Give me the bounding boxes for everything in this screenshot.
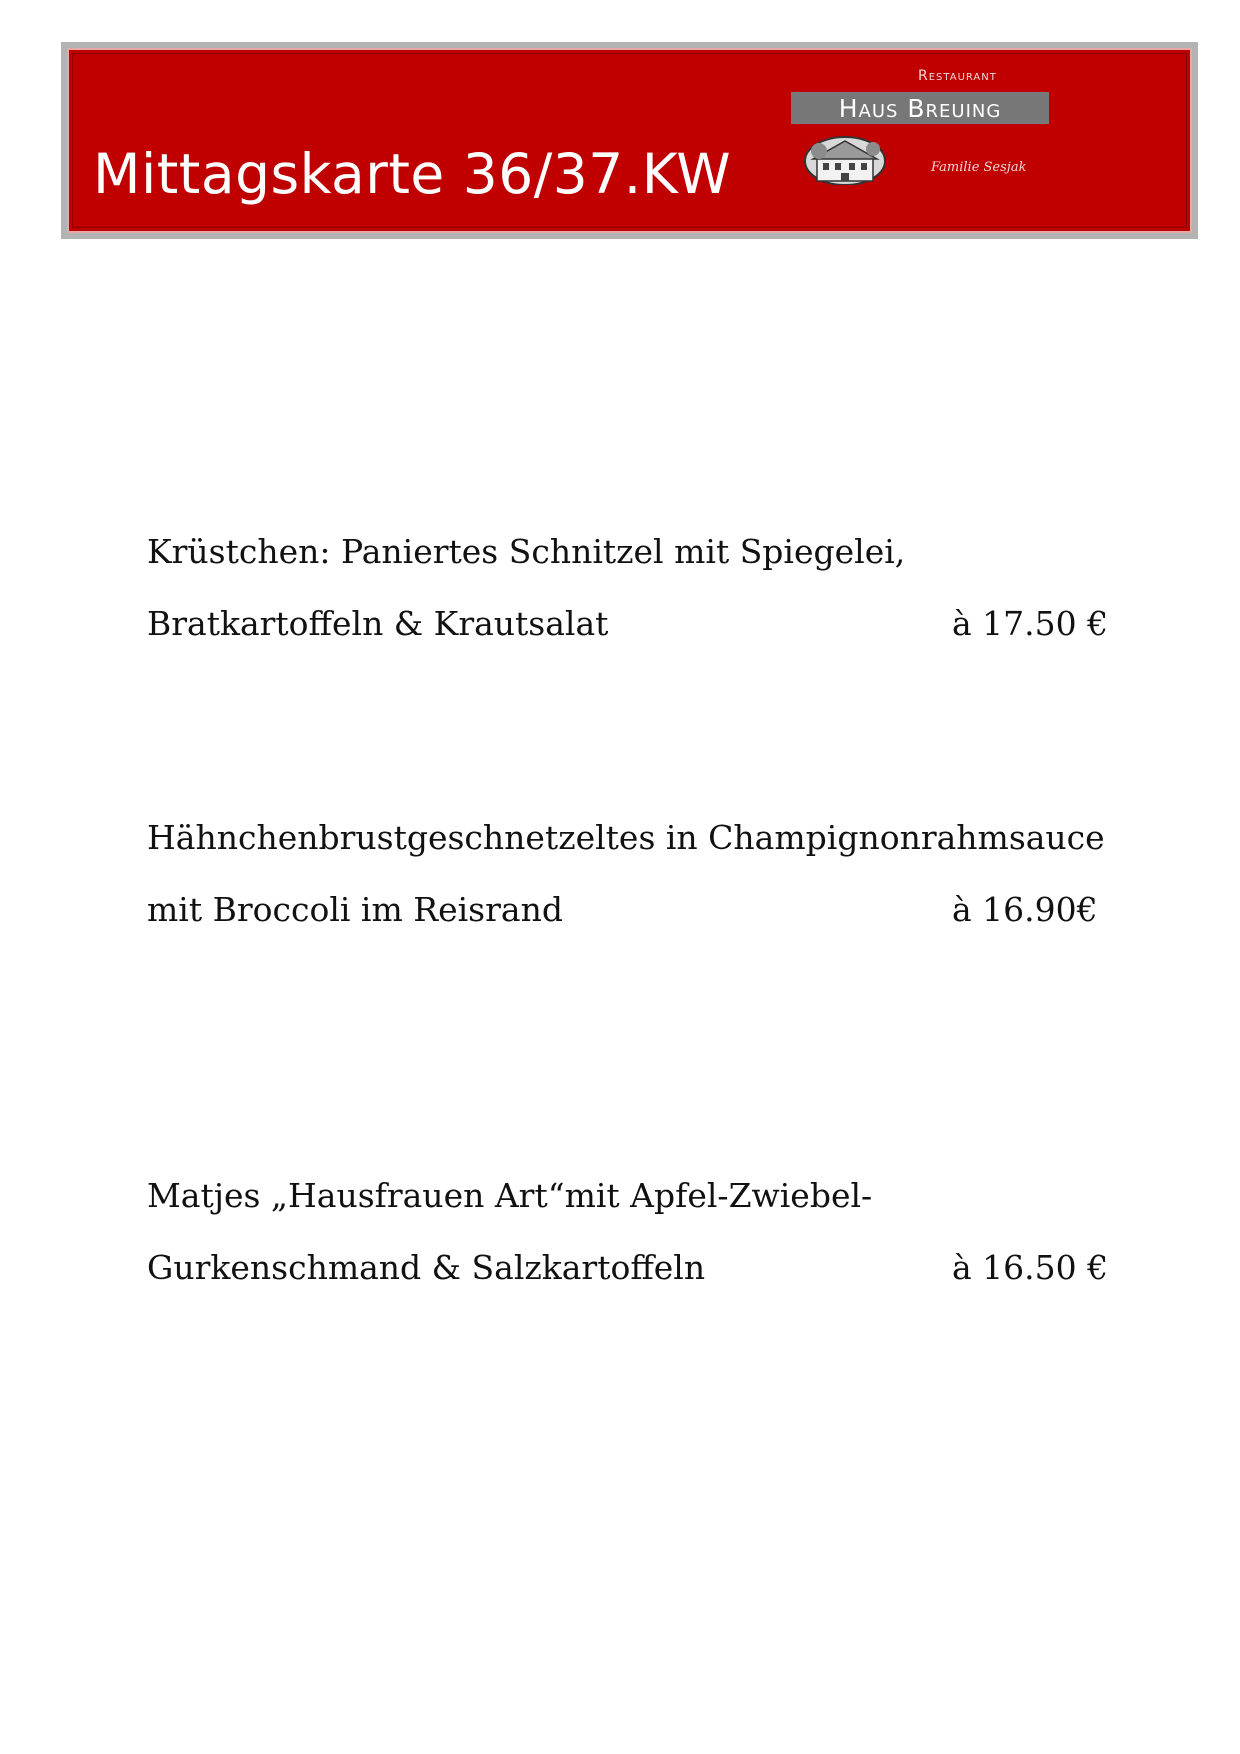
menu-item — [147, 818, 1107, 933]
header-banner — [67, 48, 1192, 233]
logo-restaurant-name: Haus Breuing — [838, 93, 1002, 123]
header-banner-frame — [61, 42, 1198, 239]
menu-item-description-1: Krüstchen: Paniertes Schnitzel mit Spiegelei, — [147, 532, 906, 571]
menu-item-description-2: Bratkartoffeln & Krautsalat — [147, 604, 609, 643]
house-emblem-icon — [803, 133, 887, 185]
menu-item-line-1 — [147, 532, 1107, 575]
menu-item-price: à 16.50 € — [952, 1248, 1109, 1287]
menu-item — [147, 532, 1109, 647]
menu-item-line-1 — [147, 1176, 1107, 1219]
menu-item — [147, 1176, 1109, 1291]
menu-item-line-2 — [147, 1248, 1109, 1291]
menu-item-line-2 — [147, 890, 1107, 933]
menu-item-line-2 — [147, 604, 1109, 647]
menu-item-description-2: mit Broccoli im Reisrand — [147, 890, 563, 929]
menu-item-line-1 — [147, 818, 1107, 861]
menu-item-price: à 17.50 € — [952, 604, 1109, 643]
menu-item-price: à 16.90€ — [952, 890, 1098, 929]
menu-item-description-1: Matjes „Hausfrauen Art“mit Apfel-Zwiebel- — [147, 1176, 873, 1215]
logo-restaurant-label: Restaurant — [918, 68, 997, 84]
menu-item-description-1: Hähnchenbrustgeschnetzeltes in Champignonrahmsauce — [147, 818, 1105, 857]
page-title: Mittagskarte 36/37.KW — [93, 142, 732, 206]
logo-name-box — [791, 92, 1049, 124]
menu-item-description-2: Gurkenschmand & Salzkartoffeln — [147, 1248, 706, 1287]
logo-family-name: Familie Sesjak — [931, 160, 1027, 175]
